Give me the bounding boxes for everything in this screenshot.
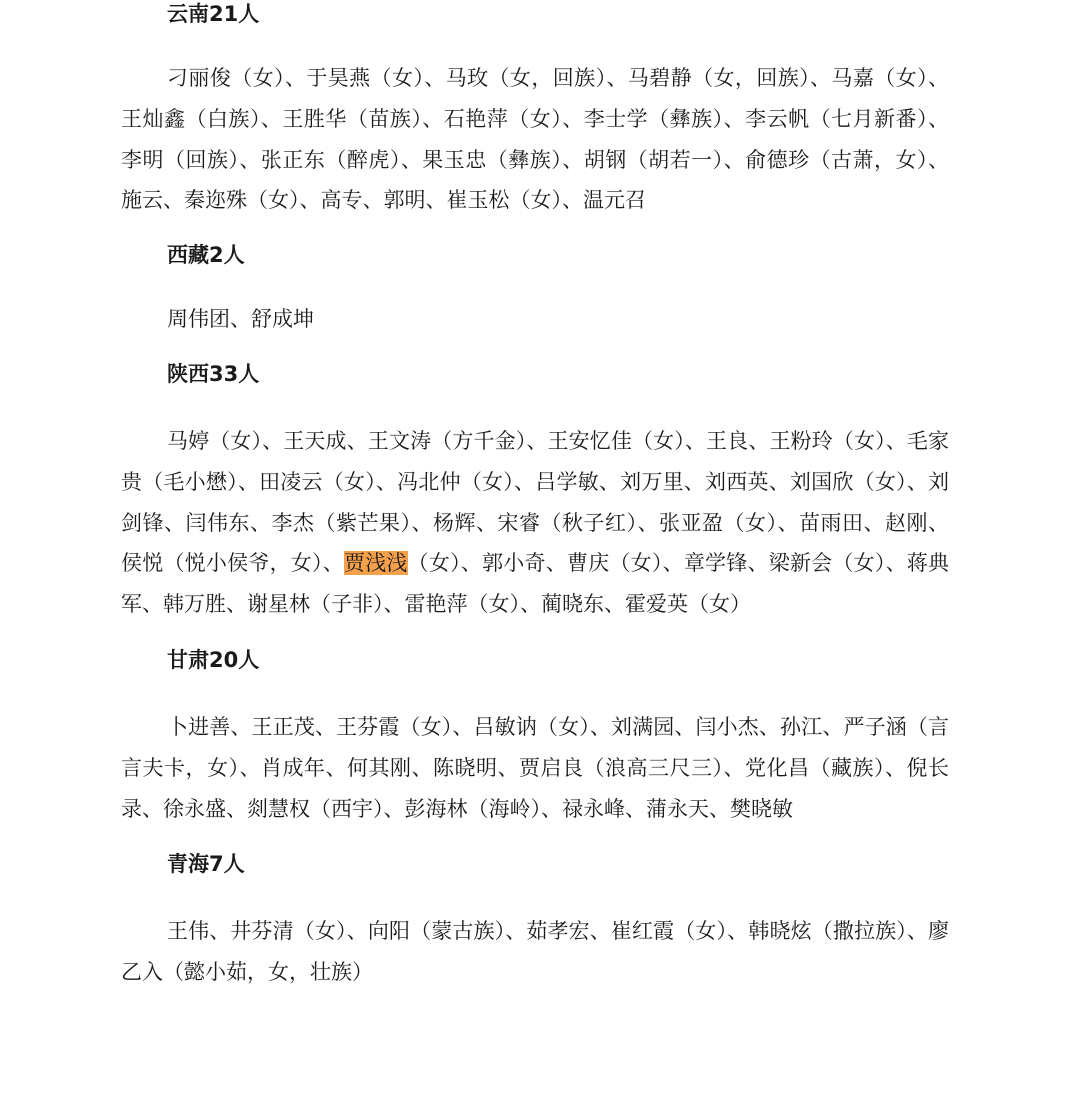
section-heading-yunnan: 云南21人 [167, 2, 260, 26]
section-gansu [121, 647, 949, 829]
section-body-xizang: 周伟团、舒成坤 [167, 307, 314, 332]
section-body-gansu: 卜进善、王正茂、王芬霞（女）、吕敏讷（女）、刘满园、闫小杰、孙江、严子涵（言言夫卡，女）、肖成年、何其刚、陈晓明、贾启良（浪高三尺三）、党化昌（藏族）、倪长录、徐永盛、剡慧权（西宇）、彭海林（海岭）、禄永峰、蒲永天、樊晓敏 [121, 714, 949, 821]
section-heading-shaanxi: 陕西33人 [167, 361, 260, 386]
section-body-qinghai: 王伟、井芬清（女）、向阳（蒙古族）、茹孝宏、崔红霞（女）、韩晓炫（撒拉族）、廖乙入（懿小茹，女，壮族） [121, 919, 949, 985]
section-yunnan [121, 1, 949, 221]
section-heading-qinghai: 青海7人 [167, 852, 245, 877]
body-text-after-highlight: （女）、郭小奇、曹庆（女）、章学锋、梁新会（女）、蒋典军、韩万胜、谢星林（子非）、雷艳萍（女）、蔺晓东、霍爱英（女） [121, 551, 950, 617]
section-body-shaanxi [121, 421, 949, 625]
section-heading-gansu: 甘肃20人 [167, 647, 260, 672]
section-qinghai [121, 851, 949, 993]
section-body-yunnan: 刁丽俊（女）、于昊燕（女）、马玫（女，回族）、马碧静（女，回族）、马嘉（女）、王灿鑫（白族）、王胜华（苗族）、石艳萍（女）、李士学（彝族）、李云帆（七月新番）、李明（回族）、张正东（醉虎）、果玉忠（彝族）、胡钢（胡若一）、俞德珍（古萧，女）、施云、秦迩殊（女）、高专、郭明、崔玉松（女）、温元召 [121, 66, 949, 213]
body-text-before-highlight: 马婷（女）、王天成、王文涛（方千金）、王安忆佳（女）、王良、王粉玲（女）、毛家贵（毛小懋）、田凌云（女）、冯北仲（女）、吕学敏、刘万里、刘西英、刘国欣（女）、刘剑锋、闫伟东、李杰（紫芒果）、杨辉、宋睿（秋子红）、张亚盈（女）、苗雨田、赵刚、侯悦（悦小侯爷，女）、 [121, 428, 949, 576]
section-shaanxi [121, 361, 949, 625]
section-heading-xizang: 西藏2人 [167, 243, 245, 268]
article-content [121, 0, 949, 993]
highlighted-name: 贾浅浅 [343, 551, 408, 576]
section-xizang [121, 242, 949, 340]
